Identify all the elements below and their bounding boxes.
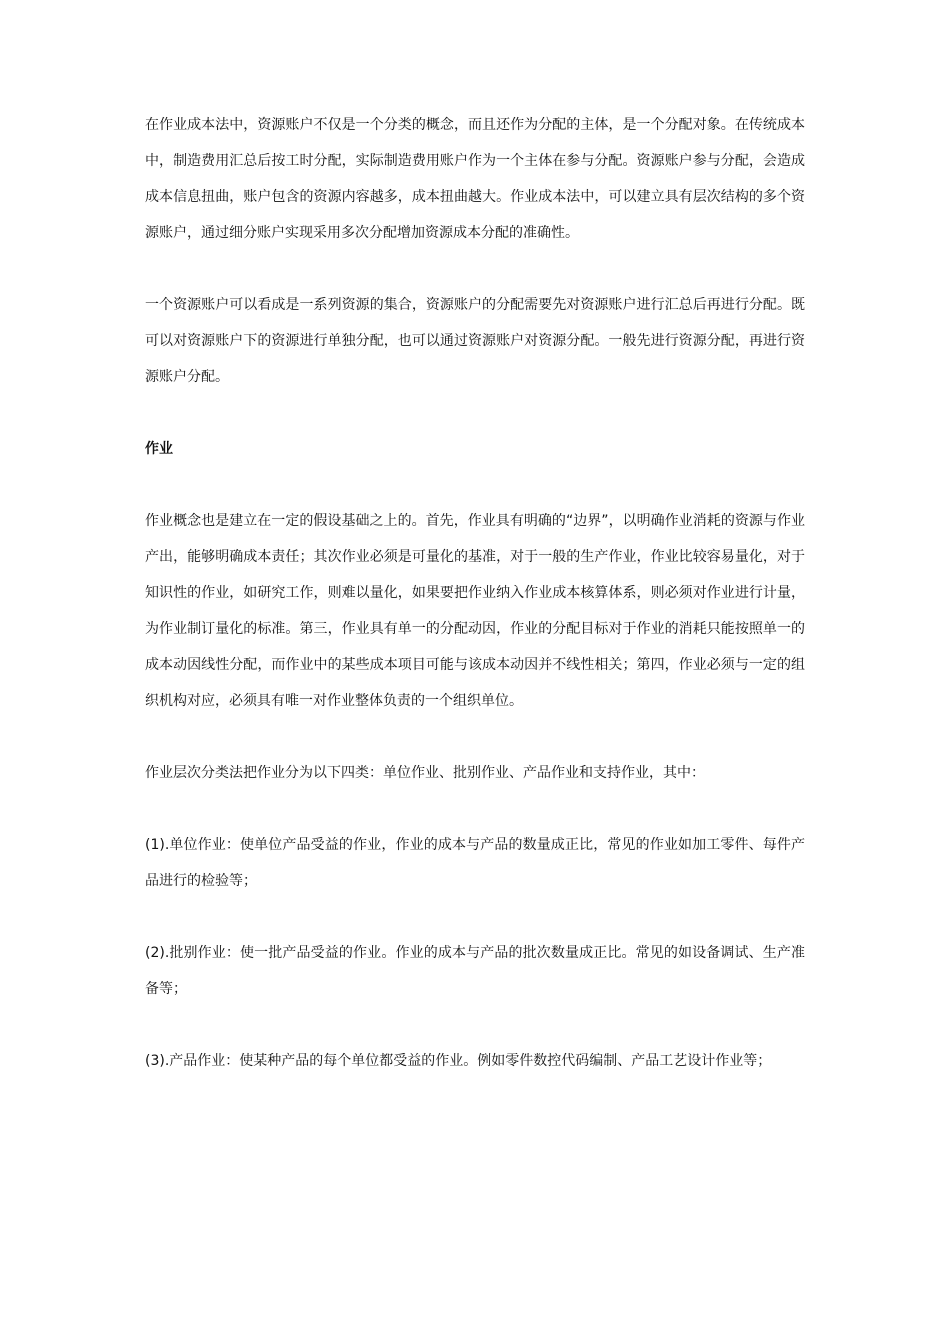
paragraph-spacer (145, 395, 805, 431)
document-body (145, 107, 805, 1079)
paragraph-spacer (145, 251, 805, 287)
paragraph-resource-account-allocation: 一个资源账户可以看成是一系列资源的集合，资源账户的分配需要先对资源账户进行汇总后再进行分配。既可以对资源账户下的资源进行单独分配，也可以通过资源账户对资源分配。一般先进行资源分配，再进行资源账户分配。 (145, 297, 805, 385)
paragraph-spacer (145, 899, 805, 935)
list-item-product-activity: (3).产品作业：使某种产品的每个单位都受益的作业。例如零件数控代码编制、产品工艺设计作业等； (145, 1053, 772, 1069)
paragraph-activity-assumptions: 作业概念也是建立在一定的假设基础之上的。首先，作业具有明确的“边界”，以明确作业消耗的资源与作业产出，能够明确成本责任；其次作业必须是可量化的基准，对于一般的生产作业，作业比较容易量化，对于知识性的作业，如研究工作，则难以量化，如果要把作业纳入作业成本核算体系，则必须对作业进行计量，为作业制订量化的标准。第三，作业具有单一的分配动因，作业的分配目标对于作业的消耗只能按照单一的成本动因线性分配，而作业中的某些成本项目可能与该成本动因并不线性相关；第四，作业必须与一定的组织机构对应，必须具有唯一对作业整体负责的一个组织单位。 (145, 513, 805, 709)
paragraph-spacer (145, 719, 805, 755)
paragraph-resource-account-concept: 在作业成本法中，资源账户不仅是一个分类的概念，而且还作为分配的主体，是一个分配对象。在传统成本中，制造费用汇总后按工时分配，实际制造费用账户作为一个主体在参与分配。资源账户参与分配，会造成成本信息扭曲，账户包含的资源内容越多，成本扭曲越大。作业成本法中，可以建立具有层次结构的多个资源账户，通过细分账户实现采用多次分配增加资源成本分配的准确性。 (145, 117, 805, 241)
section-heading: 作业 (145, 441, 173, 457)
paragraph-spacer (145, 1007, 805, 1043)
paragraph-spacer (145, 791, 805, 827)
list-item-batch-activity: (2).批别作业：使一批产品受益的作业。作业的成本与产品的批次数量成正比。常见的如设备调试、生产准备等； (145, 945, 805, 997)
paragraph-spacer (145, 467, 805, 503)
list-item-unit-activity: (1).单位作业：使单位产品受益的作业，作业的成本与产品的数量成正比，常见的作业如加工零件、每件产品进行的检验等； (145, 837, 805, 889)
paragraph-activity-hierarchy: 作业层次分类法把作业分为以下四类：单位作业、批别作业、产品作业和支持作业，其中： (145, 765, 705, 781)
